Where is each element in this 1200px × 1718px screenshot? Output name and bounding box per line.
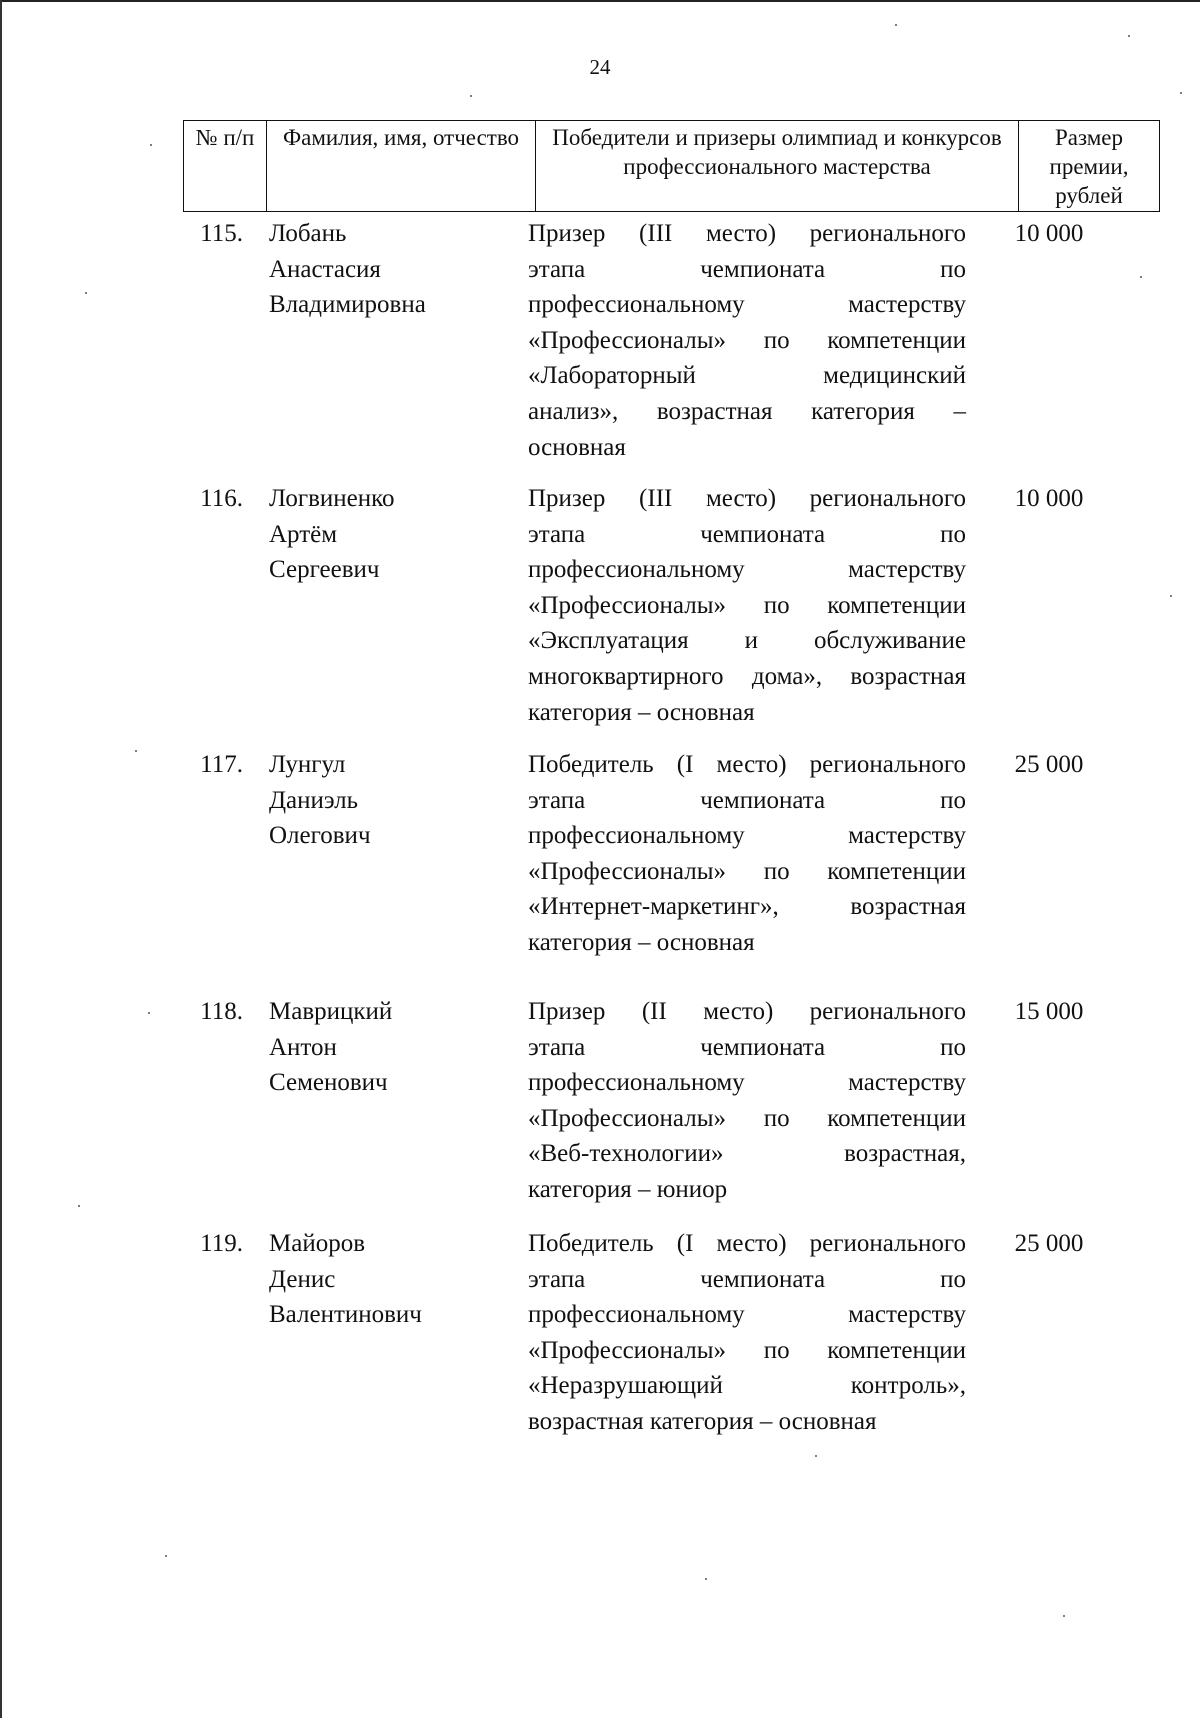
achievement-line: Призер (III место) регионального — [528, 220, 966, 247]
row-prize: 15 000 — [1014, 998, 1084, 1025]
achievement-line: «Профессионалы» по компетенции — [528, 857, 966, 885]
row-achievement — [528, 747, 966, 961]
achievement-line: категория – основная — [528, 698, 755, 726]
surname: Логвиненко — [269, 485, 395, 512]
surname: Лунгул — [269, 751, 346, 778]
scan-left-edge — [0, 0, 2, 1718]
achievement-line: Призер (III место) регионального — [528, 485, 966, 512]
row-achievement — [528, 1226, 966, 1440]
scan-speck — [815, 1455, 817, 1457]
achievement-line: категория – основная — [528, 928, 755, 956]
achievement-line: основная — [528, 433, 626, 461]
row-number: 115. — [200, 220, 243, 247]
patronymic: Семенович — [269, 1069, 388, 1097]
achievement-line: «Профессионалы» по компетенции — [528, 326, 966, 354]
header-prize: Размер премии, рублей — [1019, 121, 1160, 212]
header-name: Фамилия, имя, отчество — [267, 121, 536, 212]
achievement-line: этапа чемпионата по — [528, 786, 966, 814]
achievement-line: профессиональному мастерству — [528, 1069, 966, 1097]
achievement-line: профессиональному мастерству — [528, 291, 966, 319]
row-fullname — [269, 994, 509, 1101]
achievement-line: Победитель (I место) регионального — [528, 1230, 966, 1257]
surname: Лобань — [269, 220, 347, 247]
row-fullname — [269, 1226, 509, 1333]
achievement-line: «Профессионалы» по компетенции — [528, 591, 966, 619]
achievement-line: Призер (II место) регионального — [528, 998, 966, 1025]
patronymic: Валентинович — [269, 1301, 422, 1329]
row-achievement — [528, 994, 966, 1208]
table-header — [183, 120, 1160, 212]
achievement-line: многоквартирного дома», возрастная — [528, 662, 966, 690]
first-name: Анастасия — [269, 255, 381, 283]
row-prize: 25 000 — [1014, 751, 1084, 778]
achievement-line: этапа чемпионата по — [528, 1265, 966, 1293]
row-fullname — [269, 747, 509, 854]
first-name: Артём — [269, 520, 338, 548]
scan-speck — [135, 750, 137, 752]
achievement-line: «Профессионалы» по компетенции — [528, 1336, 966, 1364]
achievement-line: возрастная категория – основная — [528, 1407, 877, 1435]
patronymic: Владимировна — [269, 291, 426, 319]
achievement-line: Победитель (I место) регионального — [528, 751, 966, 778]
achievement-line: этапа чемпионата по — [528, 1033, 966, 1061]
scan-speck — [1128, 35, 1130, 37]
header-desc: Победители и призеры олимпиад и конкурсов профессионального мастерства — [536, 121, 1019, 212]
surname: Маврицкий — [269, 998, 393, 1025]
first-name: Денис — [269, 1265, 336, 1293]
row-prize: 25 000 — [1014, 1230, 1084, 1257]
scan-speck — [470, 95, 472, 97]
scan-speck — [150, 144, 152, 146]
scan-speck — [165, 1555, 167, 1557]
scan-speck — [1140, 276, 1142, 278]
scan-speck — [705, 1578, 707, 1580]
patronymic: Сергеевич — [269, 556, 380, 584]
row-number: 118. — [200, 998, 243, 1025]
achievement-line: «Веб-технологии» возрастная, — [528, 1140, 966, 1168]
scan-speck — [85, 292, 87, 294]
row-number: 117. — [200, 751, 243, 778]
row-achievement — [528, 216, 966, 465]
achievement-line: категория – юниор — [528, 1175, 728, 1203]
row-achievement — [528, 481, 966, 730]
header-num: № п/п — [184, 121, 267, 212]
row-fullname — [269, 481, 509, 588]
surname: Майоров — [269, 1230, 366, 1257]
scan-speck — [1063, 1615, 1065, 1617]
achievement-line: профессиональному мастерству — [528, 1301, 966, 1329]
achievement-line: профессиональному мастерству — [528, 822, 966, 850]
row-number: 119. — [200, 1230, 243, 1257]
achievement-line: этапа чемпионата по — [528, 520, 966, 548]
achievement-line: «Профессионалы» по компетенции — [528, 1104, 966, 1132]
scan-speck — [78, 1205, 80, 1207]
scan-speck — [1180, 92, 1182, 94]
achievement-line: этапа чемпионата по — [528, 255, 966, 283]
scan-speck — [895, 24, 897, 26]
achievement-line: профессиональному мастерству — [528, 556, 966, 584]
row-prize: 10 000 — [1014, 485, 1084, 512]
scan-top-edge — [0, 0, 1200, 2]
achievement-line: «Лабораторный медицинский — [528, 362, 966, 390]
row-prize: 10 000 — [1014, 220, 1084, 247]
scan-speck — [148, 1012, 150, 1014]
achievement-line: анализ», возрастная категория – — [528, 397, 966, 425]
page-number: 24 — [589, 55, 611, 79]
patronymic: Олегович — [269, 822, 371, 850]
scan-speck — [1170, 595, 1172, 597]
first-name: Антон — [269, 1033, 337, 1061]
first-name: Даниэль — [269, 786, 359, 814]
row-number: 116. — [200, 485, 243, 512]
achievement-line: «Эксплуатация и обслуживание — [528, 627, 966, 655]
achievement-line: «Интернет-маркетинг», возрастная — [528, 893, 966, 921]
achievement-line: «Неразрушающий контроль», — [528, 1372, 966, 1400]
row-fullname — [269, 216, 509, 323]
